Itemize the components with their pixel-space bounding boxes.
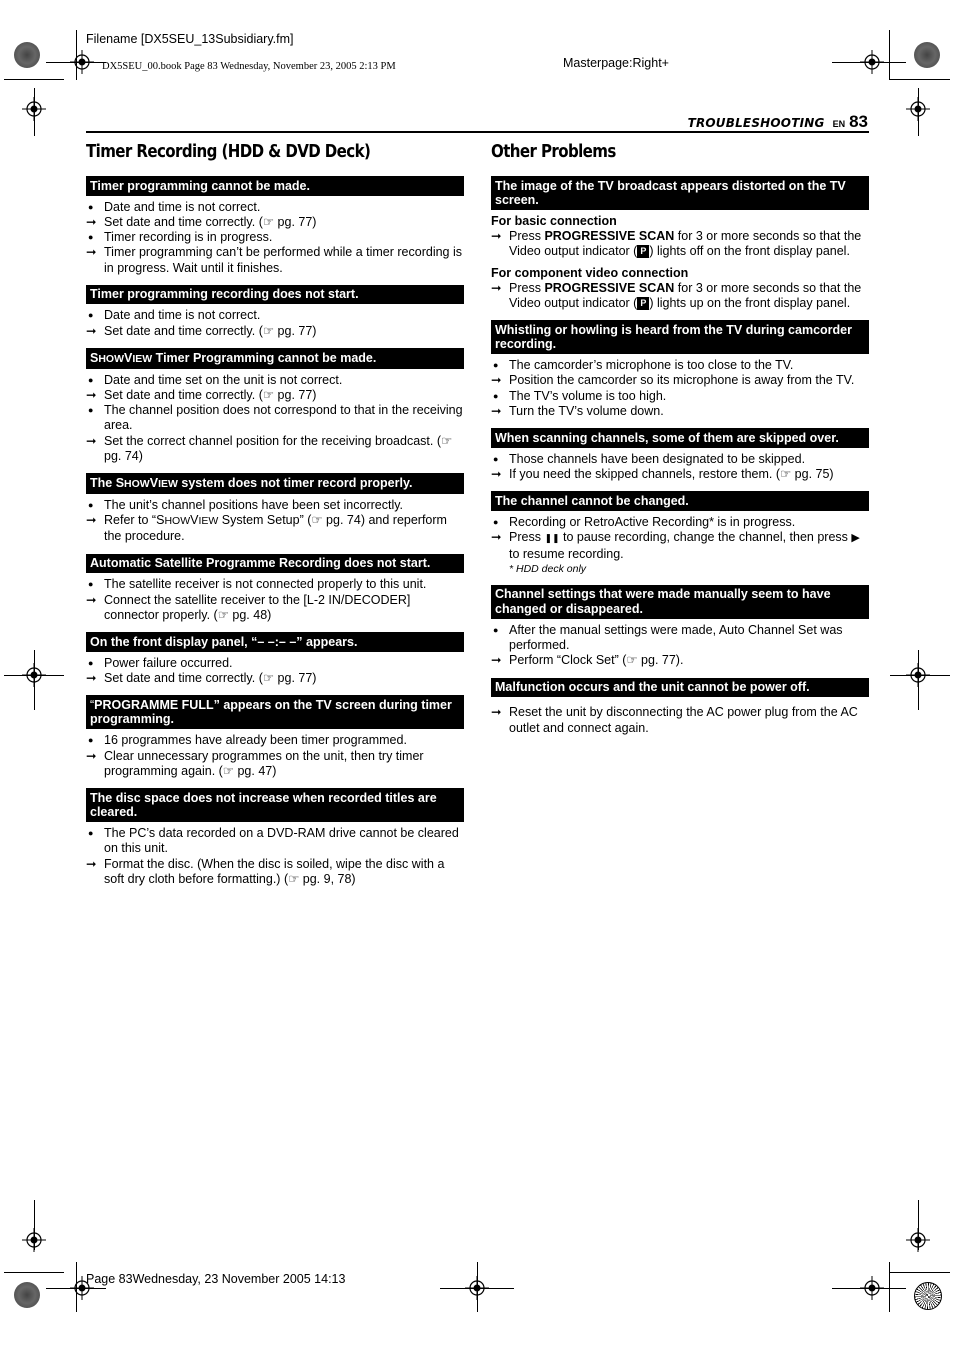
arrow-icon: ➞ <box>86 513 97 528</box>
bullet-icon: ● <box>88 735 94 746</box>
solution-item: ➞ Connect the satellite receiver to the [L-2 IN/DECODER] connector properly. (☞ pg. 48) <box>86 592 411 622</box>
solution-item: ➞ Turn the TV’s volume down. <box>491 404 664 419</box>
solution-item: ➞ If you need the skipped channels, restore them. (☞ pg. 75) <box>491 467 834 482</box>
subheading: For component video connection <box>491 265 689 280</box>
print-disc-icon <box>14 1282 40 1308</box>
section-title: Other Problems <box>491 142 616 162</box>
problem-heading: The channel cannot be changed. <box>491 491 869 511</box>
cause-item: ● The TV’s volume is too high. <box>493 388 667 403</box>
solution-item: ➞ Set date and time correctly. (☞ pg. 77) <box>86 670 317 685</box>
book-info-line: DX5SEU_00.book Page 83 Wednesday, November 23, 2005 2:13 PM <box>102 61 396 72</box>
cause-item: ● Those channels have been designated to be skipped. <box>493 451 806 466</box>
problem-items <box>86 200 464 276</box>
problem-items <box>491 452 869 483</box>
crop-mark <box>4 79 64 80</box>
right-column <box>491 140 869 745</box>
registration-mark-icon <box>22 663 46 687</box>
crop-mark <box>890 1272 950 1273</box>
arrow-icon: ➞ <box>491 653 502 668</box>
left-column <box>86 140 464 896</box>
problem-heading: On the front display panel, “– –:– –” appears. <box>86 632 464 652</box>
header-rule <box>86 131 869 133</box>
bullet-icon: ● <box>88 828 94 839</box>
bullet-icon: ● <box>88 657 94 668</box>
problem-heading: SHOWVIEW Timer Programming cannot be made. <box>86 348 464 369</box>
solution-item: ➞ Set date and time correctly. (☞ pg. 77) <box>86 387 317 402</box>
problem-heading: Channel settings that were made manually seem to have changed or disappeared. <box>491 585 869 619</box>
arrow-icon: ➞ <box>491 467 502 482</box>
registration-mark-icon <box>906 97 930 121</box>
cause-item: ● The camcorder’s microphone is too close to the TV. <box>493 358 794 373</box>
solution-item: ➞ Press PROGRESSIVE SCAN for 3 or more seconds so that the Video output indicator ( P ) lights off on the front display panel. <box>491 229 862 259</box>
cause-item: ● The channel position does not correspond to that in the receiving area. <box>88 403 463 433</box>
solution-item: ➞ Format the disc. (When the disc is soiled, wipe the disc with a soft dry cloth before formatting.) (☞ pg. 9, 78) <box>86 856 445 887</box>
running-header <box>688 112 868 132</box>
cause-item: ● Recording or RetroActive Recording* is in progress. <box>493 514 796 529</box>
print-disc-icon <box>914 42 940 68</box>
registration-mark-icon <box>70 50 94 74</box>
filename-label: Filename [DX5SEU_13Subsidiary.fm] <box>86 32 294 46</box>
section-title: Timer Recording (HDD & DVD Deck) <box>86 142 371 162</box>
crop-mark <box>889 30 890 80</box>
registration-mark-icon <box>22 97 46 121</box>
problem-heading: The SHOWVIEW system does not timer record properly. <box>86 473 464 494</box>
arrow-icon: ➞ <box>86 245 97 260</box>
cause-item: ● After the manual settings were made, Auto Channel Set was performed. <box>493 622 843 653</box>
problem-items <box>86 577 464 623</box>
bullet-icon: ● <box>88 310 94 321</box>
print-disc-icon <box>914 1282 942 1310</box>
cause-item: ● Timer recording is in progress. <box>88 230 273 245</box>
crop-mark <box>889 1262 890 1312</box>
solution-item: ➞ Position the camcorder so its microphone is away from the TV. <box>491 373 855 388</box>
arrow-icon: ➞ <box>491 530 502 545</box>
bullet-icon: ● <box>493 390 499 401</box>
arrow-icon: ➞ <box>86 323 97 338</box>
problem-items <box>86 733 464 779</box>
registration-mark-icon <box>22 1228 46 1252</box>
cause-item: ● The satellite receiver is not connected properly to this unit. <box>88 577 427 592</box>
solution-item: ➞ Press ❚❚ to pause recording, change the channel, then press ▶ to resume recording. <box>491 530 860 561</box>
bullet-icon: ● <box>88 201 94 212</box>
bullet-icon: ● <box>493 453 499 464</box>
registration-mark-icon <box>860 1276 884 1300</box>
problem-items <box>491 214 869 311</box>
bullet-icon: ● <box>493 360 499 371</box>
problem-items <box>86 656 464 687</box>
registration-mark-icon <box>906 1228 930 1252</box>
bullet-icon: ● <box>88 405 94 416</box>
arrow-icon: ➞ <box>491 229 502 243</box>
registration-mark-icon <box>860 50 884 74</box>
bottom-date-line: Page 83Wednesday, 23 November 2005 14:13 <box>86 1272 346 1286</box>
solution-item: ➞ Press PROGRESSIVE SCAN for 3 or more seconds so that the Video output indicator ( P ) lights up on the front display panel. <box>491 280 862 310</box>
bullet-icon: ● <box>88 579 94 590</box>
problem-items <box>491 705 869 736</box>
cause-item: ● The PC’s data recorded on a DVD-RAM drive cannot be cleared on this unit. <box>88 826 459 856</box>
arrow-icon: ➞ <box>86 387 97 402</box>
problem-heading: The image of the TV broadcast appears distorted on the TV screen. <box>491 176 869 210</box>
pause-icon: ❚❚ <box>544 533 560 544</box>
cause-item: ● Date and time is not correct. <box>88 308 261 323</box>
problem-items <box>86 498 464 545</box>
progressive-indicator-icon: P <box>637 297 649 310</box>
print-disc-icon <box>14 42 40 68</box>
problem-items <box>86 308 464 339</box>
registration-mark-icon <box>906 663 930 687</box>
problem-heading: Whistling or howling is heard from the TV during camcorder recording. <box>491 320 869 354</box>
arrow-icon: ➞ <box>86 592 97 607</box>
problem-items <box>86 826 464 887</box>
problem-items <box>491 515 869 576</box>
solution-item: ➞ Set date and time correctly. (☞ pg. 77) <box>86 214 317 229</box>
arrow-icon: ➞ <box>491 404 502 419</box>
solution-item: ➞ Set date and time correctly. (☞ pg. 77) <box>86 323 317 338</box>
crop-mark <box>4 1272 64 1273</box>
arrow-icon: ➞ <box>491 280 502 295</box>
problem-heading: Malfunction occurs and the unit cannot be power off. <box>491 678 869 698</box>
cause-item: ● Date and time set on the unit is not correct. <box>88 372 343 387</box>
solution-item: ➞ Timer programming can’t be performed while a timer recording is in progress. Wait until it finishes. <box>86 245 463 275</box>
problem-heading: When scanning channels, some of them are skipped over. <box>491 428 869 448</box>
footnote: * HDD deck only <box>509 562 587 575</box>
crop-mark <box>890 79 950 80</box>
problem-items <box>491 623 869 669</box>
play-icon: ▶ <box>851 532 860 545</box>
bullet-icon: ● <box>88 499 94 510</box>
solution-item: ➞ Set the correct channel position for the receiving broadcast. (☞ pg. 74) <box>86 433 453 464</box>
masterpage-label: Masterpage:Right+ <box>563 56 669 70</box>
solution-item: ➞ Clear unnecessary programmes on the unit, then try timer programming again. (☞ pg. 47) <box>86 748 424 778</box>
bullet-icon: ● <box>88 232 94 243</box>
problem-heading: “PROGRAMME FULL” appears on the TV screen during timer programming. <box>86 695 464 729</box>
arrow-icon: ➞ <box>86 856 97 871</box>
progressive-indicator-icon: P <box>637 245 649 258</box>
solution-item: ➞ Perform “Clock Set” (☞ pg. 77). <box>491 653 684 668</box>
problem-items <box>86 373 464 465</box>
registration-mark-icon <box>465 1276 489 1300</box>
cause-item: ● 16 programmes have already been timer programmed. <box>88 733 407 748</box>
problem-heading: Timer programming recording does not start. <box>86 285 464 305</box>
bullet-icon: ● <box>88 374 94 385</box>
language-code: EN <box>832 119 846 129</box>
problem-items <box>491 358 869 419</box>
arrow-icon: ➞ <box>86 670 97 685</box>
problem-heading: Automatic Satellite Programme Recording does not start. <box>86 554 464 574</box>
arrow-icon: ➞ <box>86 748 97 763</box>
arrow-icon: ➞ <box>86 214 97 229</box>
arrow-icon: ➞ <box>491 373 502 388</box>
problem-heading: The disc space does not increase when recorded titles are cleared. <box>86 788 464 822</box>
arrow-icon: ➞ <box>86 433 97 448</box>
arrow-icon: ➞ <box>491 705 502 720</box>
bullet-icon: ● <box>493 624 499 635</box>
cause-item: ● Power failure occurred. <box>88 655 233 670</box>
cause-item: ● Date and time is not correct. <box>88 199 261 214</box>
problem-heading: Timer programming cannot be made. <box>86 176 464 196</box>
page-number: 83 <box>849 112 868 131</box>
section-name: TROUBLESHOOTING <box>687 116 825 130</box>
subheading: For basic connection <box>491 214 617 228</box>
bullet-icon: ● <box>493 516 499 527</box>
cause-item: ● The unit’s channel positions have been set incorrectly. <box>88 497 404 512</box>
solution-item: ➞ Refer to “SHOWVIEW System Setup” (☞ pg. 74) and reperform the procedure. <box>86 513 447 544</box>
solution-item: ➞ Reset the unit by disconnecting the AC power plug from the AC outlet and connect again. <box>491 705 858 735</box>
